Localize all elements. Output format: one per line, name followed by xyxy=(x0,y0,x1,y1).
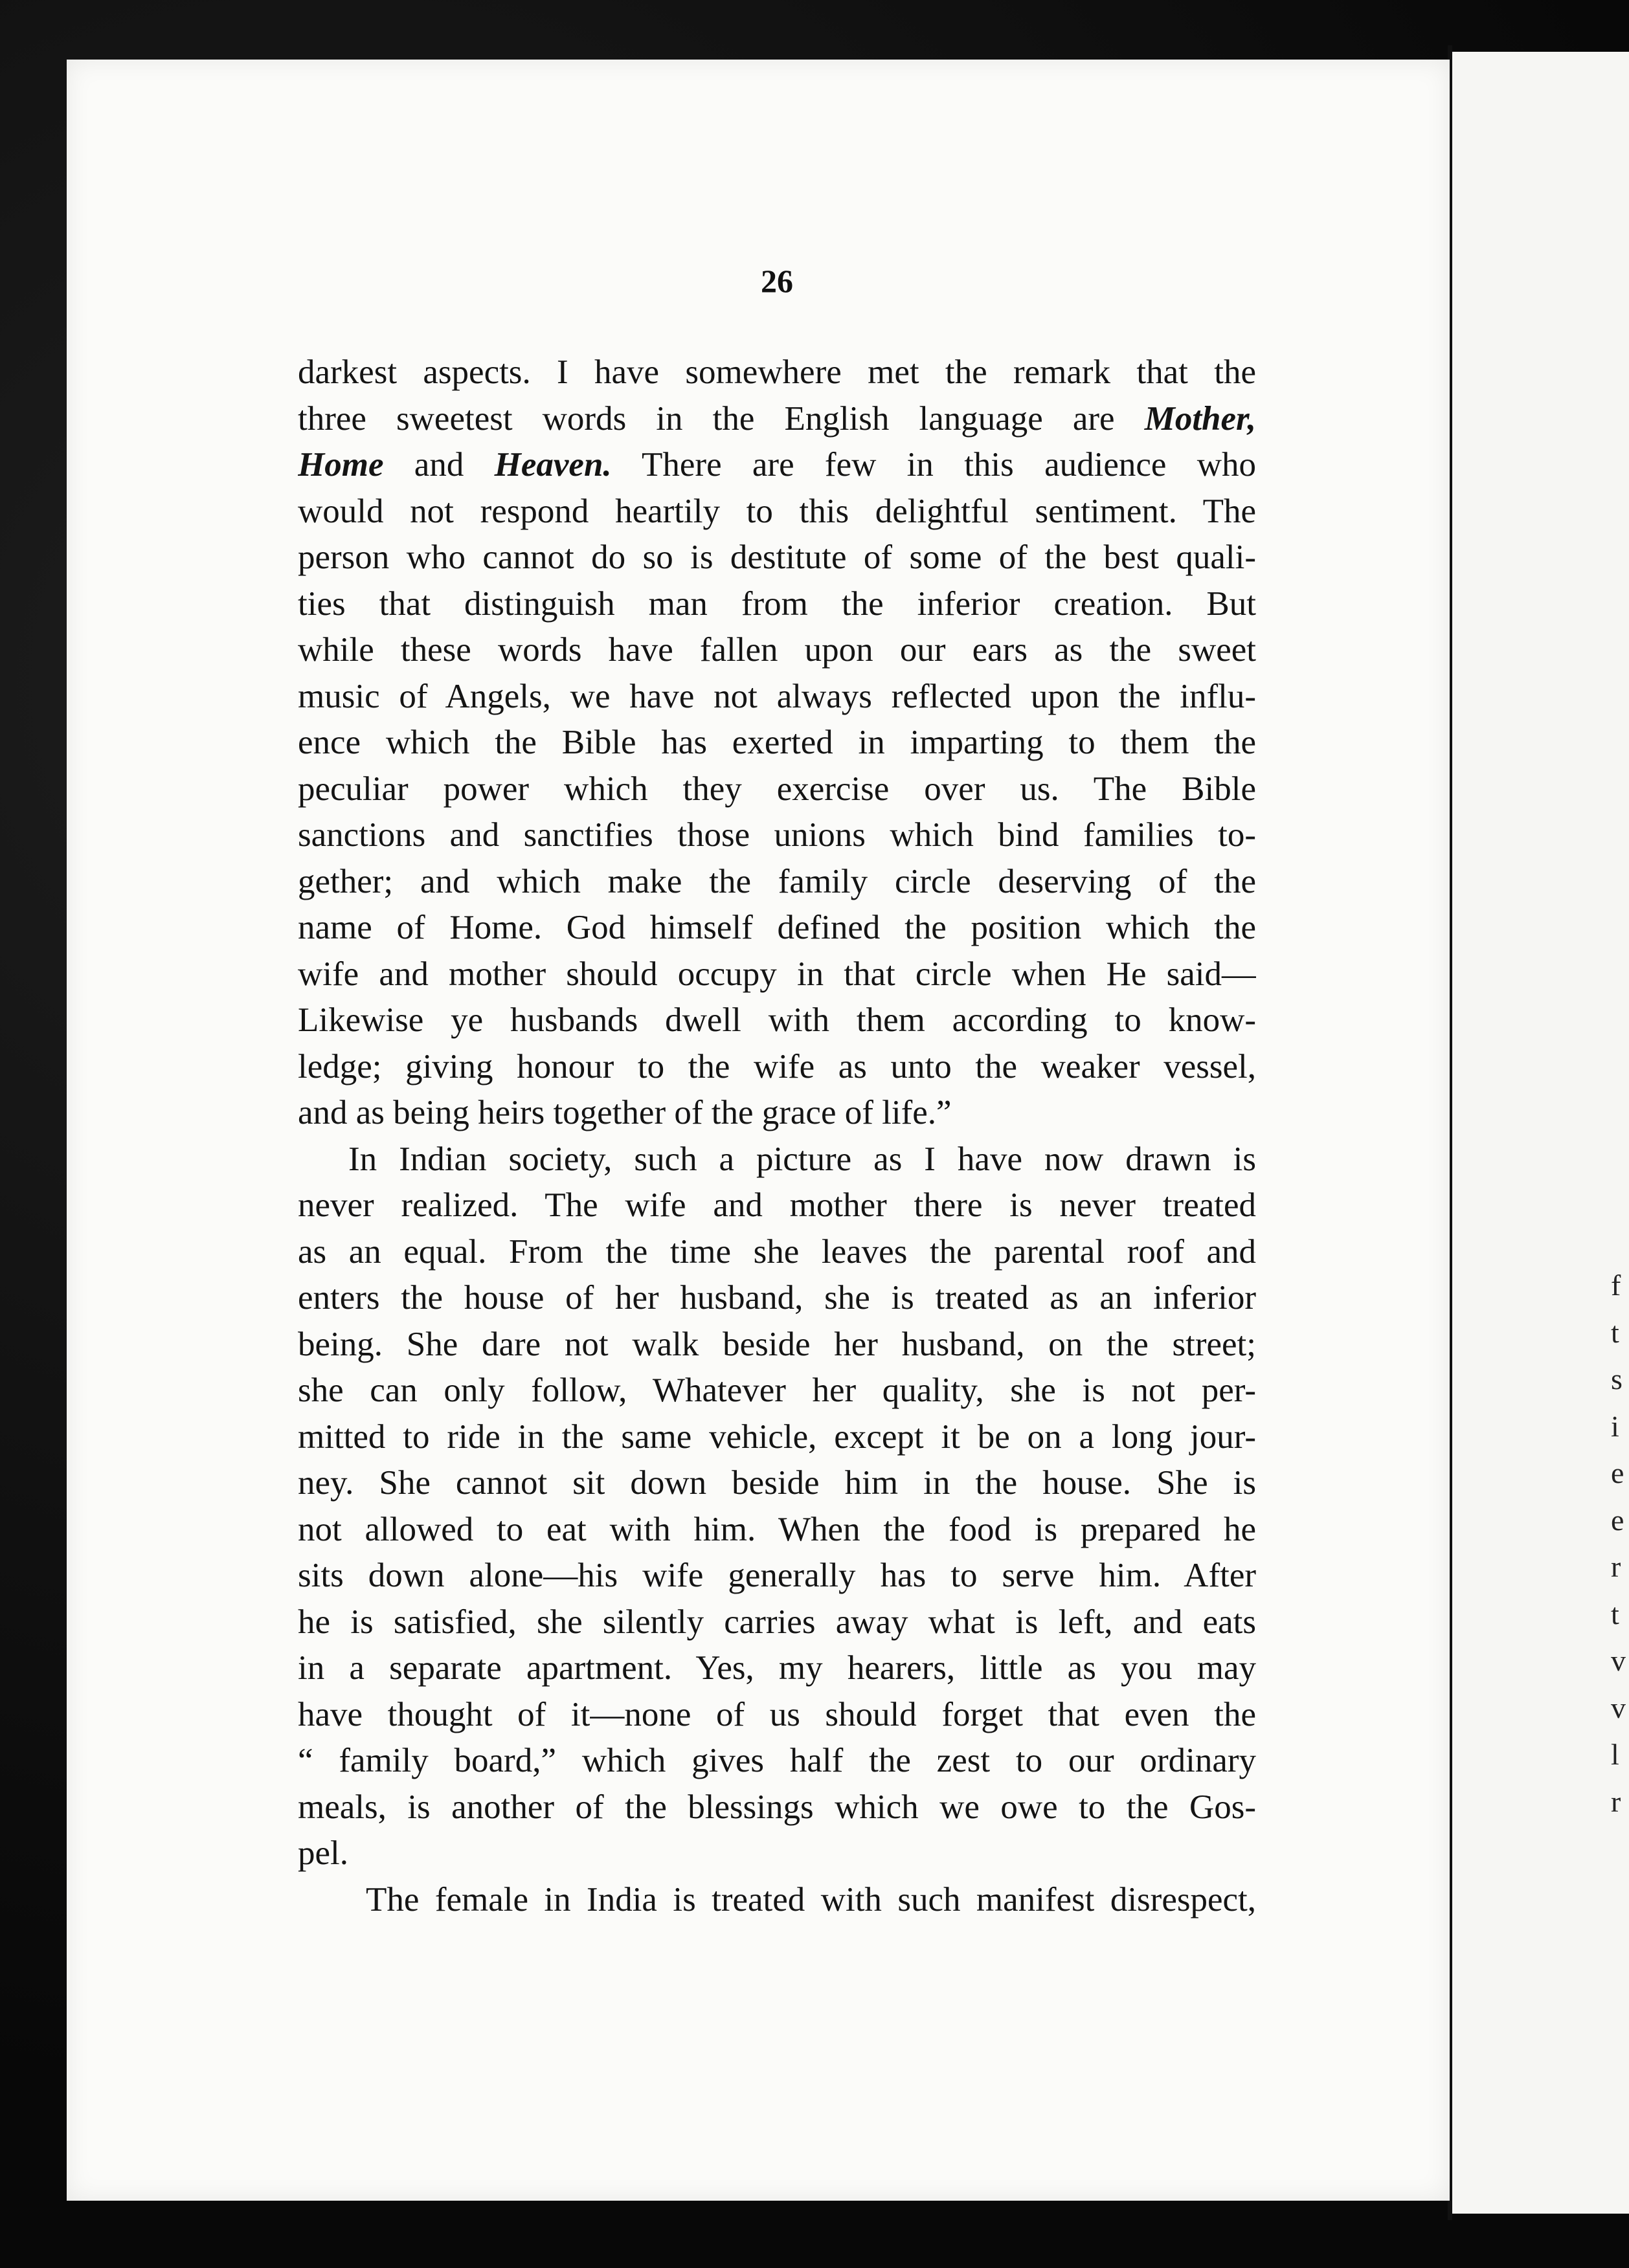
text-line: being. She dare not walk beside her husband, on the street; xyxy=(298,1325,1256,1363)
text-line: darkest aspects. I have somewhere met the remark that the xyxy=(298,353,1256,391)
text-line: sits down alone—his wife generally has to serve him. After xyxy=(298,1557,1256,1594)
text-line: as an equal. From the time she leaves the parental roof and xyxy=(298,1232,1256,1271)
facing-page-text-fragments xyxy=(1611,1262,1629,1825)
text-line: Likewise ye husbands dwell with them according to know- xyxy=(298,1001,1256,1039)
text-line: not allowed to eat with him. When the food is prepared he xyxy=(298,1510,1256,1548)
text-line: sanctions and sanctifies those unions which bind families to- xyxy=(298,816,1256,854)
fragment: s xyxy=(1611,1362,1623,1395)
fragment: r xyxy=(1611,1784,1621,1818)
text-line: pel. xyxy=(298,1834,348,1872)
fragment: t xyxy=(1611,1315,1619,1349)
page-number: 26 xyxy=(761,263,793,299)
text-line: In Indian society, such a picture as I have now drawn is xyxy=(348,1140,1256,1178)
text-line: while these words have fallen upon our ears as the sweet xyxy=(298,631,1256,669)
text-line: “ family board,” which gives half the zest to our ordinary xyxy=(298,1742,1256,1779)
text-line: person who cannot do so is destitute of some of the best quali- xyxy=(298,539,1256,576)
text-line: The female in India is treated with such manifest disrespect, xyxy=(366,1880,1256,1918)
text-line: Home and Heaven. There are few in this audience who xyxy=(298,446,1256,484)
text-line: music of Angels, we have not always reflected upon the influ- xyxy=(298,677,1256,715)
text-line: she can only follow, Whatever her quality, she is not per- xyxy=(298,1372,1256,1409)
fragment: r xyxy=(1611,1550,1621,1583)
text-line: never realized. The wife and mother there is never treated xyxy=(298,1186,1256,1224)
text-line: peculiar power which they exercise over us. The Bible xyxy=(298,770,1256,808)
fragment: v xyxy=(1611,1691,1626,1724)
text-line: enters the house of her husband, she is treated as an inferior xyxy=(298,1279,1256,1317)
text-line: have thought of it—none of us should forget that even the xyxy=(298,1695,1256,1733)
text-line: he is satisfied, she silently carries away what is left, and eats xyxy=(298,1603,1256,1641)
text-line: and as being heirs together of the grace of life.” xyxy=(298,1094,952,1131)
text-line: ties that distinguish man from the inferior creation. But xyxy=(298,584,1256,623)
text-line: ledge; giving honour to the wife as unto the weaker vessel, xyxy=(298,1047,1256,1085)
text-line: ence which the Bible has exerted in imparting to them the xyxy=(298,724,1256,761)
text-line: name of Home. God himself defined the position which the xyxy=(298,909,1256,946)
text-line: meals, is another of the blessings which we owe to the Gos- xyxy=(298,1788,1256,1826)
text-line: three sweetest words in the English language are Mother, xyxy=(298,399,1256,438)
text-line: wife and mother should occupy in that circle when He said— xyxy=(298,955,1256,993)
text-line: ney. She cannot sit down beside him in the house. She is xyxy=(298,1464,1256,1502)
facing-page xyxy=(1452,52,1629,2214)
fragment: f xyxy=(1611,1269,1621,1302)
fragment: e xyxy=(1611,1456,1624,1489)
text-line: in a separate apartment. Yes, my hearers, little as you may xyxy=(298,1649,1256,1687)
fragment: i xyxy=(1611,1409,1619,1443)
fragment: l xyxy=(1611,1738,1619,1771)
text-line: would not respond heartily to this delightful sentiment. The xyxy=(298,492,1256,530)
body-text xyxy=(298,350,1256,1923)
text-line: mitted to ride in the same vehicle, except it be on a long jour- xyxy=(298,1418,1256,1456)
fragment: v xyxy=(1611,1644,1626,1677)
fragment: t xyxy=(1611,1597,1619,1630)
fragment: e xyxy=(1611,1503,1624,1537)
text-line: gether; and which make the family circle deserving of the xyxy=(298,862,1256,900)
